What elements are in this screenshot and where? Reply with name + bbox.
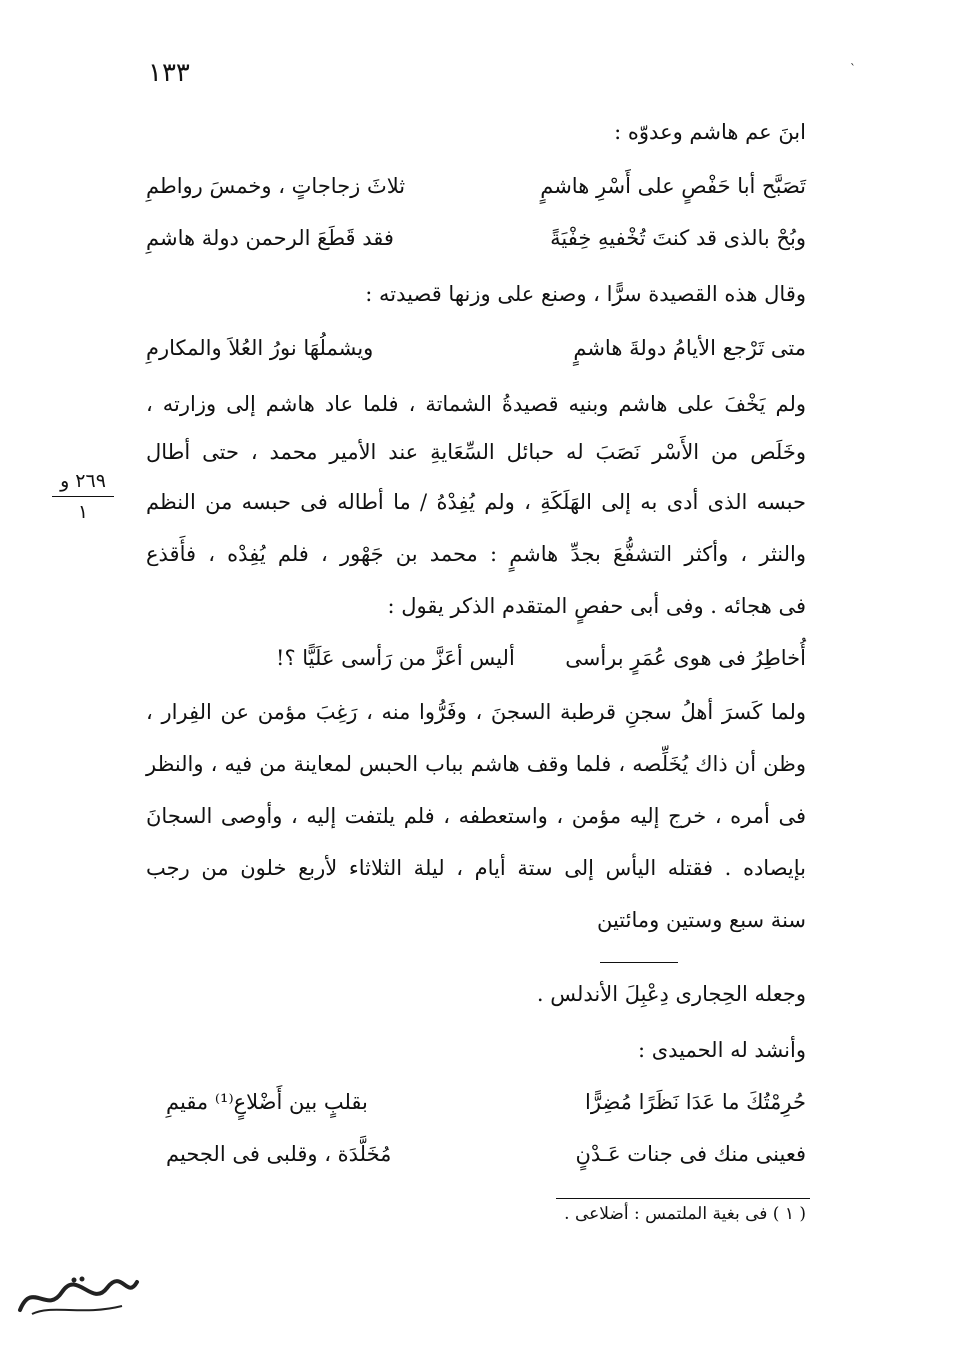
- verse-hemistich: فقد قَطَعَ الرحمن دولة هاشمِ: [146, 226, 394, 250]
- verse-line: [146, 332, 806, 364]
- section-divider: [600, 962, 678, 963]
- text-line: بإيصاده . فقتله اليأس إلى ستة أيام ، ليلة الثلاثاء لأربع خلون من رجب: [146, 856, 806, 880]
- text-line: فى هجائه . وفى أبى حفصٍ المتقدم الذكر يقول :: [387, 594, 806, 618]
- verse-line: [146, 222, 806, 254]
- page-number: ١٣٣: [148, 58, 190, 88]
- text-line: ولم يَخْفَ على هاشم وبنيه قصيدةُ الشماتة ، فلما عاد هاشم إلى وزارته ،: [146, 392, 806, 416]
- text-line: والنثر ، وأكثر التشفُّعَ بجدِّ هاشمٍ : محمد بن جَهْور ، فلم يُفِدْه ، فأَقذع: [146, 542, 806, 566]
- verse-line: [146, 1086, 806, 1118]
- verse-hemistich: بقلبٍ بين أَضْلاعٍ⁽¹⁾ مقيمِ: [166, 1090, 368, 1114]
- verse-hemistich: متى تَرْجع الأيامُ دولةَ هاشمٍ: [573, 336, 806, 360]
- margin-note-rule: [52, 496, 114, 497]
- text-line: سنة سبع وستين ومائتين: [596, 908, 806, 932]
- text-line: فى أمره ، خرج إليه مؤمن ، واستعطفه ، فلم يلتفت إليه ، وأوصى السجانَ: [146, 804, 806, 828]
- library-stamp-logo: [12, 1270, 142, 1320]
- verse-hemistich: ويشملُهَا نورُ العُلاَ والمكارمِ: [146, 336, 374, 360]
- text-line: ولما كَسرَ أهلُ سجنِ قرطبة السجنَ ، وفَرُّوا منه ، رَغِبَ مؤمن عن الفِرار ،: [146, 700, 806, 724]
- verse-hemistich: مُخَلَّدَة ، وقلبى فى الجحيم: [166, 1142, 392, 1166]
- verse-hemistich: ثلاثَ زجاجاتٍ ، وخمسَ رواطمِ: [146, 174, 406, 198]
- verse-hemistich: حُرِمْتُكَ ما عَدَا نَظَرًا مُضِرًّا: [585, 1090, 806, 1114]
- text-line: وأنشد له الحميدى :: [637, 1038, 806, 1062]
- verse-hemistich: وبُحْ بالذى قد كنتَ تُخْفيهِ خِفْيَةً: [550, 226, 806, 250]
- verse-hemistich: أُخاطِرُ فى هوى عُمَرٍ برأسى: [565, 646, 806, 670]
- verse-hemistich: فعينى منك فى جنات عَـدْنٍ: [575, 1142, 806, 1166]
- verse-line: [146, 170, 806, 202]
- verse-line: [146, 642, 806, 674]
- margin-note-folio: ٢٦٩ و: [60, 470, 106, 492]
- text-line: حبسه الذى أدى به إلى الهَلَكَةِ ، ولم يُفِدْهُ / ما أطاله فى حبسه من النظم: [146, 490, 806, 514]
- margin-note-side: ١: [77, 501, 89, 523]
- text-line: وقال هذه القصيدة سرًّا ، وصنع على وزنها قصيدته :: [365, 282, 806, 306]
- text-line: وجعله الحِجارى دِعْبِلَ الأندلس .: [536, 982, 806, 1006]
- text-line: وخَلَص من الأَسْر نَصَبَ له حبائل السِّعَايةِ عند الأمير محمد ، حتى أطال: [146, 440, 806, 464]
- text-line: ابنَ عم هاشم وعدوّه :: [614, 120, 806, 144]
- footnote: ( ١ ) فى بغية الملتمس : أضلاعى .: [564, 1204, 806, 1224]
- corner-mark: `: [850, 62, 856, 76]
- text-line: وظن أن ذاك يُخَلِّصه ، فلما وقف هاشم بباب الحبس لمعاينة من فيه ، والنظر: [146, 752, 806, 776]
- verse-line: [146, 1138, 806, 1170]
- footnote-divider: [556, 1198, 810, 1199]
- verse-hemistich: تَصَبَّح أبا حَفْصٍ على أَسْرِ هاشمٍ: [540, 174, 806, 198]
- margin-note: [52, 470, 114, 523]
- verse-hemistich: أليس أعَزَّ من رَأسى عَلَيًّا ؟!: [276, 646, 515, 670]
